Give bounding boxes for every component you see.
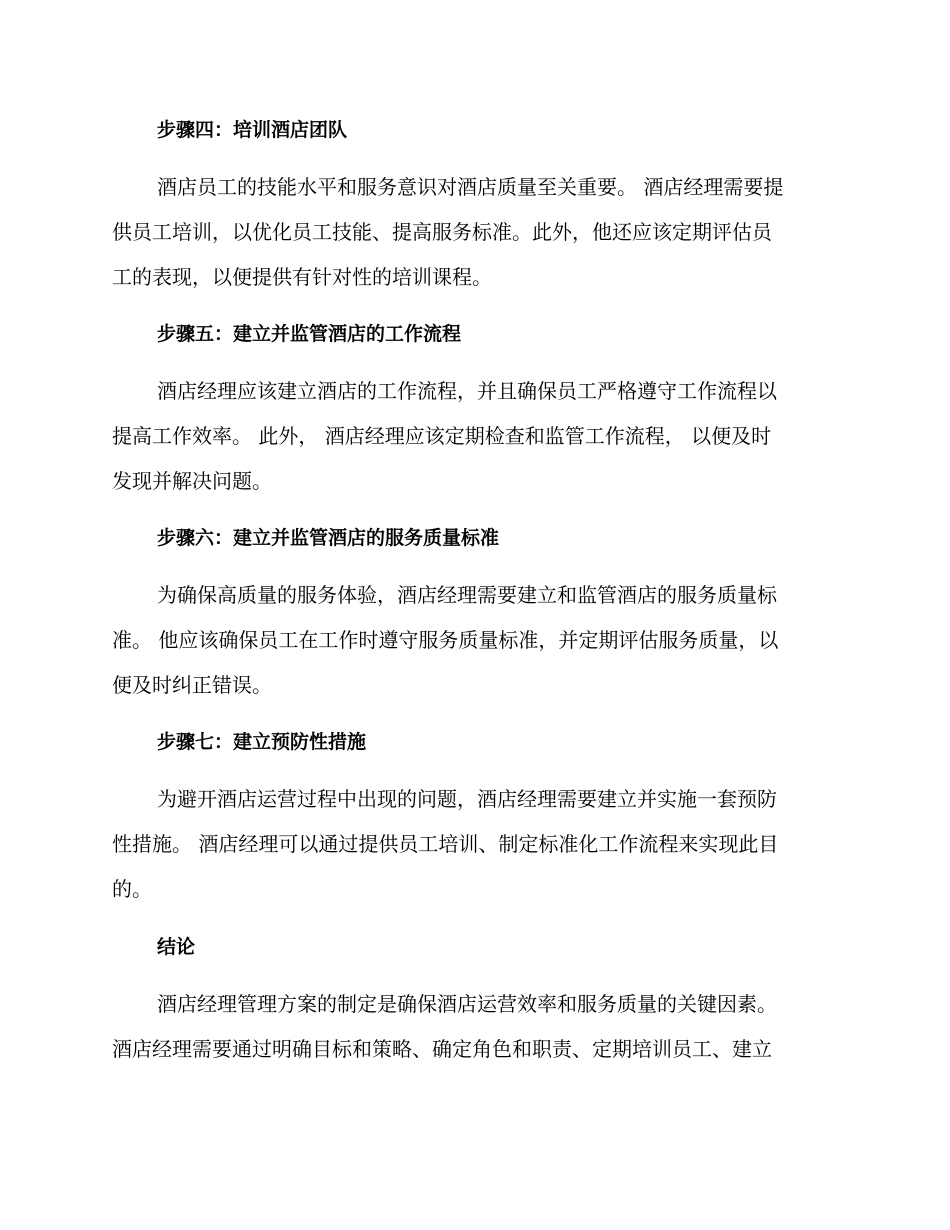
paragraph-line: 性措施。 酒店经理可以通过提供员工培训、制定标准化工作流程来实现此目 [112, 832, 779, 856]
section-heading-conclusion: 结论 [157, 936, 196, 958]
paragraph-line: 发现并解决问题。 [112, 469, 272, 493]
paragraph-line: 的。 [112, 877, 152, 901]
section-heading-step-seven: 步骤七：建立预防性措施 [157, 731, 367, 753]
paragraph-line: 工的表现，以便提供有针对性的培训课程。 [112, 265, 492, 289]
paragraph-line: 为确保高质量的服务体验，酒店经理需要建立和监管酒店的服务质量标 [157, 583, 777, 607]
paragraph-line: 供员工培训，以优化员工技能、提高服务标准。此外，他还应该定期评估员 [112, 220, 772, 244]
section-heading-step-six: 步骤六：建立并监管酒店的服务质量标准 [157, 527, 500, 549]
paragraph-line: 酒店经理应该建立酒店的工作流程，并且确保员工严格遵守工作流程以 [157, 379, 777, 403]
paragraph-line: 酒店经理管理方案的制定是确保酒店运营效率和服务质量的关键因素。 [157, 992, 777, 1016]
section-heading-step-five: 步骤五：建立并监管酒店的工作流程 [157, 323, 462, 345]
paragraph-line: 酒店员工的技能水平和服务意识对酒店质量至关重要。 酒店经理需要提 [157, 175, 784, 199]
paragraph-line: 酒店经理需要通过明确目标和策略、确定角色和职责、定期培训员工、建立 [112, 1037, 772, 1061]
section-heading-step-four: 步骤四：培训酒店团队 [157, 119, 348, 141]
paragraph-line: 为避开酒店运营过程中出现的问题，酒店经理需要建立并实施一套预防 [157, 787, 777, 811]
paragraph-line: 便及时纠正错误。 [112, 673, 272, 697]
paragraph-line: 提高工作效率。 此外， 酒店经理应该定期检查和监管工作流程， 以便及时 [112, 424, 772, 448]
paragraph-line: 准。 他应该确保员工在工作时遵守服务质量标准，并定期评估服务质量，以 [112, 628, 779, 652]
